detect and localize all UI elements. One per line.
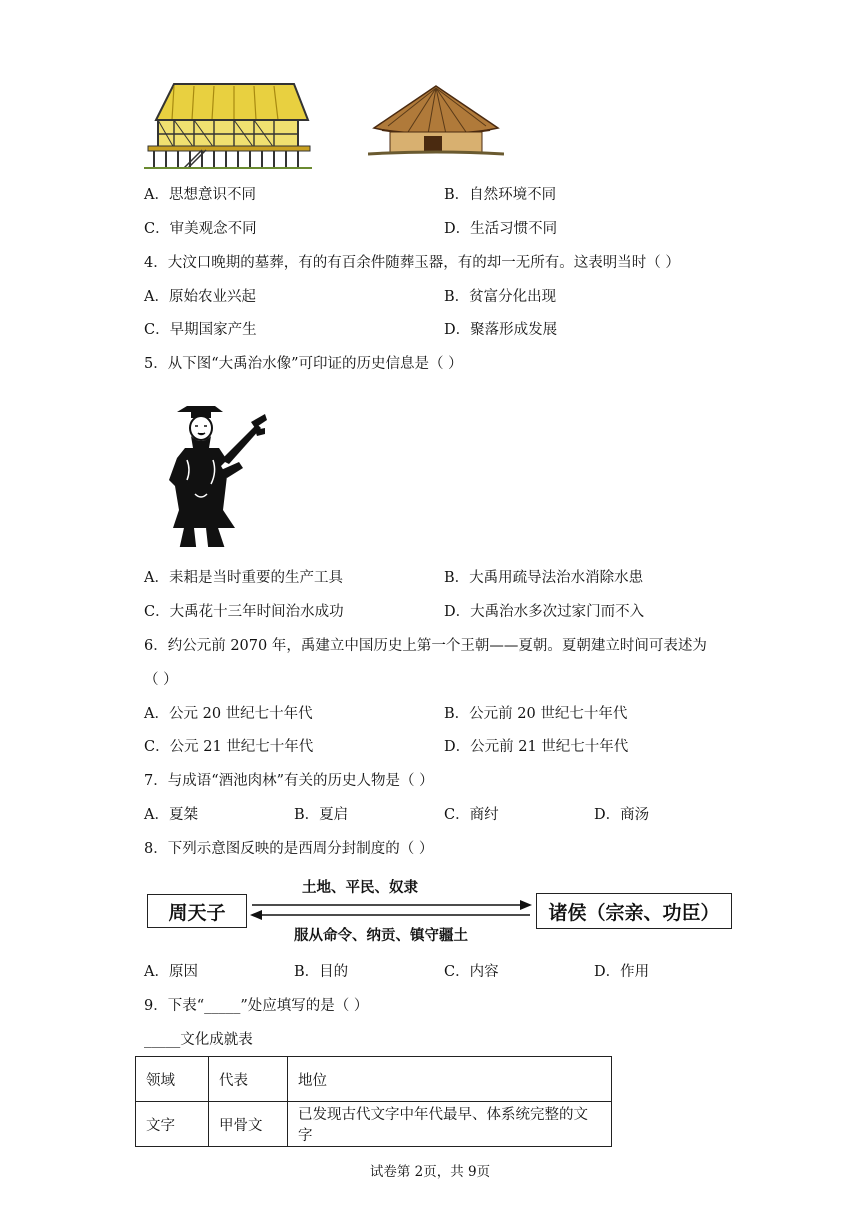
table-cell: 已发现古代文字中年代最早、体系统完整的文字 [288, 1102, 612, 1147]
table-header-cell: 代表 [209, 1057, 288, 1102]
page-footer: 试卷第 2页，共 9页 [369, 1164, 491, 1180]
q7-option-a: A．夏桀 [144, 807, 198, 823]
q9-table-caption: _____文化成就表 [144, 1032, 253, 1048]
q4-option-c: C．早期国家产生 [144, 322, 257, 338]
table-header-cell: 领域 [136, 1057, 209, 1102]
q5-option-d: D．大禹治水多次过家门而不入 [444, 604, 645, 620]
q3-option-b: B．自然环境不同 [444, 187, 557, 203]
q7-option-c: C．商纣 [444, 807, 499, 823]
q8-option-a: A．原因 [144, 964, 198, 980]
da-yu-figure-image [165, 400, 269, 552]
q3-option-a: A．思想意识不同 [144, 187, 256, 203]
table-row [136, 1102, 612, 1147]
q5-stem: 5．从下图“大禹治水像”可印证的历史信息是（ ） [144, 356, 463, 372]
q8-option-b: B．目的 [294, 964, 349, 980]
q7-option-d: D．商汤 [594, 807, 650, 823]
table-header-cell: 地位 [288, 1057, 612, 1102]
q9-stem: 9．下表“_____”处应填写的是（ ） [144, 998, 369, 1014]
table-cell: 文字 [136, 1102, 209, 1147]
round-hut-image [368, 84, 504, 156]
q3-option-c: C．审美观念不同 [144, 221, 257, 237]
q7-option-b: B．夏启 [294, 807, 349, 823]
diagram-arrows [248, 898, 534, 922]
q4-option-d: D．聚落形成发展 [444, 322, 558, 338]
diagram-top-label: 土地、平民、奴隶 [302, 880, 418, 896]
diagram-right-box: 诸侯（宗亲、功臣） [536, 893, 732, 929]
q6-option-c: C．公元 21 世纪七十年代 [144, 739, 314, 755]
q8-option-c: C．内容 [444, 964, 499, 980]
q7-stem: 7．与成语“酒池肉林”有关的历史人物是（ ） [144, 773, 434, 789]
q6-option-a: A．公元 20 世纪七十年代 [144, 706, 313, 722]
q5-option-c: C．大禹花十三年时间治水成功 [144, 604, 344, 620]
q4-option-b: B．贫富分化出现 [444, 289, 557, 305]
q8-stem: 8．下列示意图反映的是西周分封制度的（ ） [144, 841, 434, 857]
q6-stem-line2: （ ） [144, 672, 178, 688]
q6-stem-line1: 6．约公元前 2070 年，禹建立中国历史上第一个王朝——夏朝。夏朝建立时间可表述为 [144, 638, 707, 654]
diagram-left-box: 周天子 [147, 894, 247, 928]
q8-option-d: D．作用 [594, 964, 650, 980]
q5-option-b: B．大禹用疏导法治水消除水患 [444, 570, 644, 586]
q4-stem: 4．大汶口晚期的墓葬，有的有百余件随葬玉器，有的却一无所有。这表明当时（ ） [144, 255, 680, 271]
q6-option-b: B．公元前 20 世纪七十年代 [444, 706, 628, 722]
q5-option-a: A．耒耜是当时重要的生产工具 [144, 570, 343, 586]
achievement-table [135, 1056, 612, 1147]
q3-option-d: D．生活习惯不同 [444, 221, 558, 237]
table-cell: 甲骨文 [209, 1102, 288, 1147]
table-header-row [136, 1057, 612, 1102]
q4-option-a: A．原始农业兴起 [144, 289, 256, 305]
q6-option-d: D．公元前 21 世纪七十年代 [444, 739, 629, 755]
stilt-house-image [144, 80, 312, 170]
diagram-bottom-label: 服从命令、纳贡、镇守疆土 [294, 928, 468, 944]
